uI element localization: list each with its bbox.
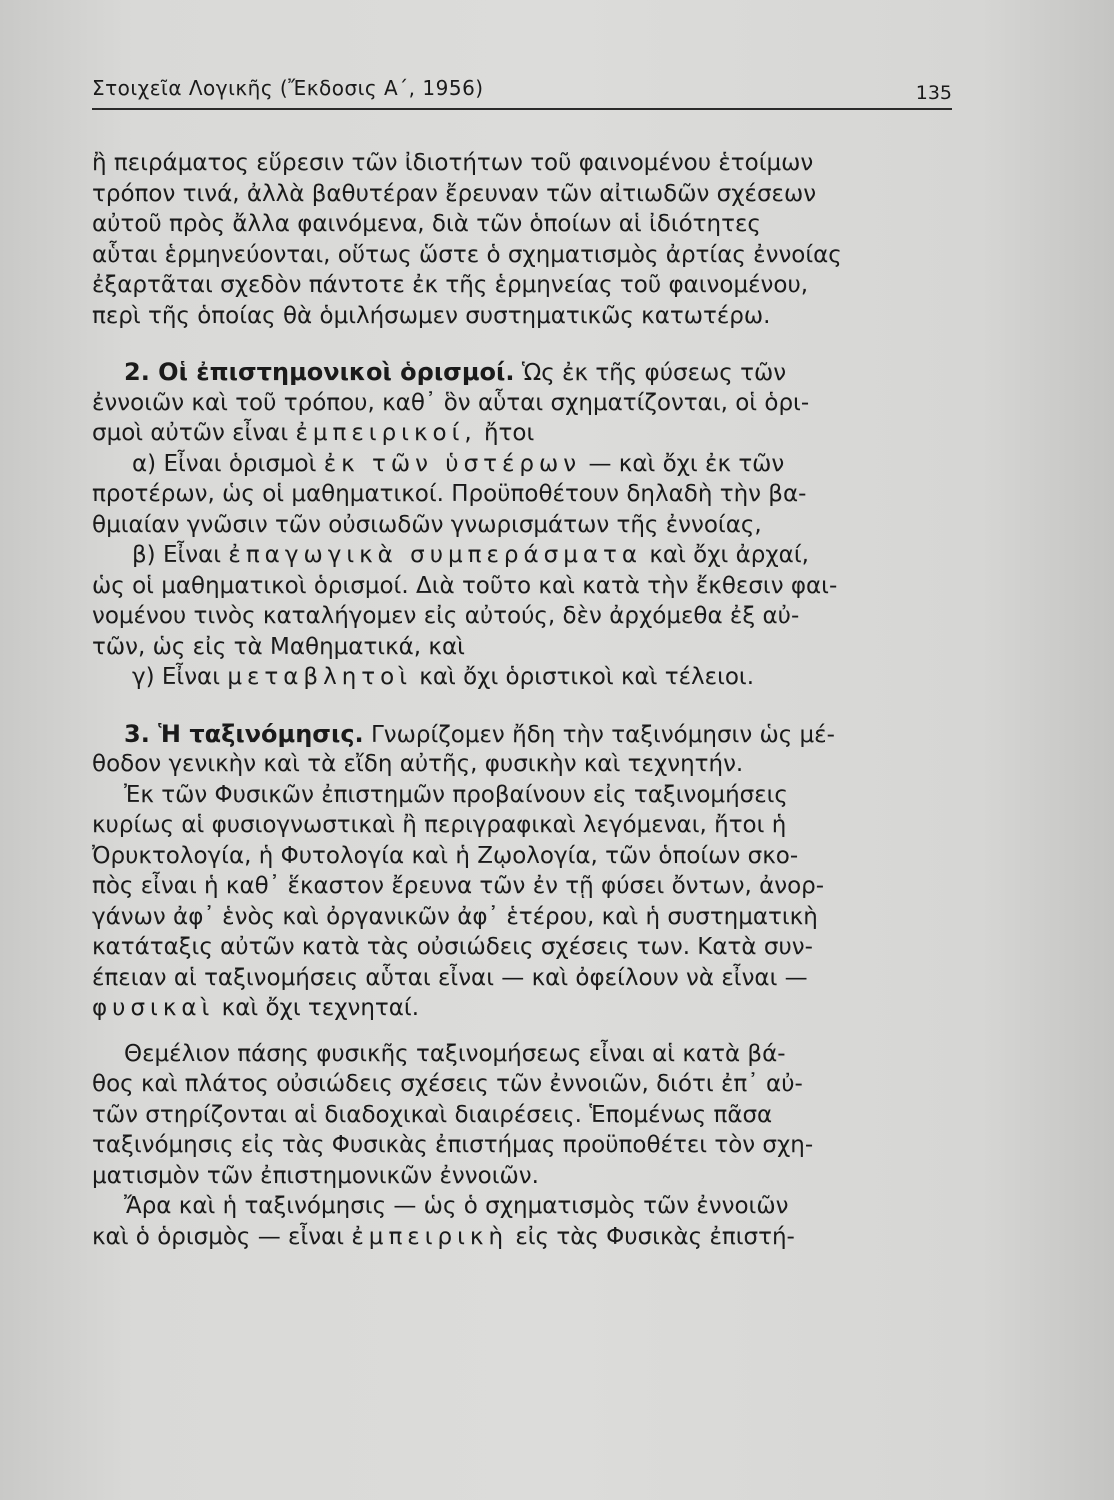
text-line: γάνων ἀφ᾽ ἑνὸς καὶ ὀργανικῶν ἀφ᾽ ἑτέρου, καὶ ἡ συστηματικὴ [92, 903, 818, 930]
section-heading: 2. Οἱ ἐπιστημονικοὶ ὁρισμοί. [124, 358, 515, 386]
text-run: καὶ ὁ ὁρισμὸς — εἶναι [92, 1223, 345, 1250]
body-text [92, 148, 952, 1252]
text-line: νομένου τινὸς καταλήγομεν εἰς αὐτούς, δὲν ἀρχόμεθα ἐξ αὐ- [92, 603, 800, 629]
text-run: Ὡς ἐκ τῆς φύσεως τῶν [521, 360, 787, 386]
emphasis-text: ἐπαγωγικὰ συμπεράσματα [228, 542, 643, 568]
text-line: ἐννοιῶν καὶ τοῦ τρόπου, καθ᾽ ὃν αὗται σχηματίζονται, οἱ ὁρι- [92, 389, 810, 416]
text-line: θος καὶ πλάτος οὐσιώδεις σχέσεις τῶν ἐννοιῶν, διότι ἐπ᾽ αὐ- [92, 1071, 803, 1097]
text-line: αὐτοῦ πρὸς ἄλλα φαινόμενα, διὰ τῶν ὁποίων αἱ ἰδιότητες [92, 211, 761, 237]
emphasis-text: ἐμπειρικὴ [351, 1223, 509, 1250]
text-run: α) Εἶναι ὁρισμοὶ [132, 450, 317, 477]
emphasis-text: ἐμπειρικοί, [295, 420, 477, 446]
page-header [92, 74, 952, 110]
text-line: Θεμέλιον πάσης φυσικῆς ταξινομήσεως εἶναι αἱ κατὰ βά- [124, 1040, 786, 1067]
text-line [92, 1222, 952, 1253]
text-line: τῶν στηρίζονται αἱ διαδοχικαὶ διαιρέσεις. Ἑπομένως πᾶσα [92, 1101, 773, 1128]
spacer [92, 331, 952, 357]
text-line: τρόπον τινά, ἀλλὰ βαθυτέραν ἔρευναν τῶν αἰτιωδῶν σχέσεων [92, 180, 817, 207]
text-line: αὗται ἑρμηνεύονται, οὕτως ὥστε ὁ σχηματισμὸς ἀρτίας ἐννοίας [92, 241, 842, 268]
text-line: θοδον γενικὴν καὶ τὰ εἴδη αὐτῆς, φυσικὴν καὶ τεχνητήν. [92, 751, 744, 777]
text-line: ὡς οἱ μαθηματικοὶ ὁρισμοί. Διὰ τοῦτο καὶ κατὰ τὴν ἔκθεσιν φαι- [92, 572, 838, 599]
text-line: ἐξαρτᾶται σχεδὸν πάντοτε ἐκ τῆς ἑρμηνείας τοῦ φαινομένου, [92, 272, 809, 298]
text-run: Γνωρίζομεν ἤδη τὴν ταξινόμησιν ὡς μέ- [370, 721, 835, 748]
page-number: 135 [915, 82, 952, 104]
emphasis-text: μεταβλητοὶ [227, 664, 412, 690]
list-item-b [92, 540, 952, 571]
text-line: περὶ τῆς ὁποίας θὰ ὁμιλήσωμεν συστηματικῶς κατωτέρω. [92, 302, 771, 329]
section-scientific-definitions [92, 357, 952, 693]
text-run: σμοὶ αὐτῶν εἶναι [92, 420, 289, 446]
spacer [92, 1024, 952, 1039]
text-run: ἤτοι [483, 420, 535, 446]
text-line: τῶν, ὡς εἰς τὰ Μαθηματικά, καὶ [92, 633, 465, 660]
paragraph-intro [92, 148, 952, 331]
text-run: καὶ ὄχι τεχνηταί. [221, 995, 420, 1021]
text-line: κατάταξις αὐτῶν κατὰ τὰς οὐσιώδεις σχέσεις των. Κατὰ συν- [92, 934, 813, 960]
section-heading: 3. Ἡ ταξινόμησις. [124, 719, 364, 748]
text-line [92, 357, 952, 388]
text-line: ματισμὸν τῶν ἐπιστημονικῶν ἐννοιῶν. [92, 1162, 539, 1189]
spacer [92, 693, 952, 719]
text-run: καὶ ὄχι ὁριστικοὶ καὶ τέλειοι. [419, 664, 755, 690]
text-line: προτέρων, ὡς οἱ μαθηματικοί. Προϋποθέτουν δηλαδὴ τὴν βα- [92, 481, 807, 507]
text-line [92, 719, 952, 750]
text-line: ἢ πειράματος εὕρεσιν τῶν ἰδιοτήτων τοῦ φαινομένου ἑτοίμων [92, 150, 814, 176]
text-run: εἰς τὰς Φυσικὰς ἐπιστή- [515, 1223, 795, 1250]
running-title: Στοιχεῖα Λογικῆς (Ἔκδοσις Α΄, 1956) [92, 76, 484, 100]
text-run: — καὶ ὄχι ἐκ τῶν [588, 450, 785, 477]
text-run: καὶ ὄχι ἀρχαί, [649, 542, 809, 568]
text-run: γ) Εἶναι [132, 664, 221, 690]
section-classification [92, 719, 952, 1253]
text-line [92, 993, 952, 1024]
text-line: Ὀρυκτολογία, ἡ Φυτολογία καὶ ἡ Ζῳολογία, τῶν ὁποίων σκο- [92, 842, 799, 869]
text-line: Ἄρα καὶ ἡ ταξινόμησις — ὡς ὁ σχηματισμὸς τῶν ἐννοιῶν [124, 1193, 789, 1219]
list-item-a [92, 449, 952, 480]
text-line: κυρίως αἱ φυσιογνωστικαὶ ἢ περιγραφικαὶ λεγόμεναι, ἤτοι ἡ [92, 812, 787, 838]
text-line: ταξινόμησις εἰς τὰς Φυσικὰς ἐπιστήμας προϋποθέτει τὸν σχη- [92, 1132, 814, 1158]
text-line: θμιαίαν γνῶσιν τῶν οὐσιωδῶν γνωρισμάτων τῆς ἐννοίας, [92, 511, 762, 538]
emphasis-text: φυσικαὶ [92, 995, 215, 1021]
text-line: Ἐκ τῶν Φυσικῶν ἐπιστημῶν προβαίνουν εἰς ταξινομήσεις [124, 781, 788, 808]
text-run: β) Εἶναι [132, 542, 222, 568]
text-line: πὸς εἶναι ἡ καθ᾽ ἕκαστον ἔρευνα τῶν ἐν τῇ φύσει ὄντων, ἀνορ- [92, 873, 825, 899]
text-line [92, 418, 952, 449]
emphasis-text: ἐκ τῶν ὑστέρων [323, 450, 582, 477]
text-line: έπειαν αἱ ταξινομήσεις αὗται εἶναι — καὶ ὀφείλουν νὰ εἶναι — [92, 964, 808, 991]
list-item-c [92, 662, 952, 693]
